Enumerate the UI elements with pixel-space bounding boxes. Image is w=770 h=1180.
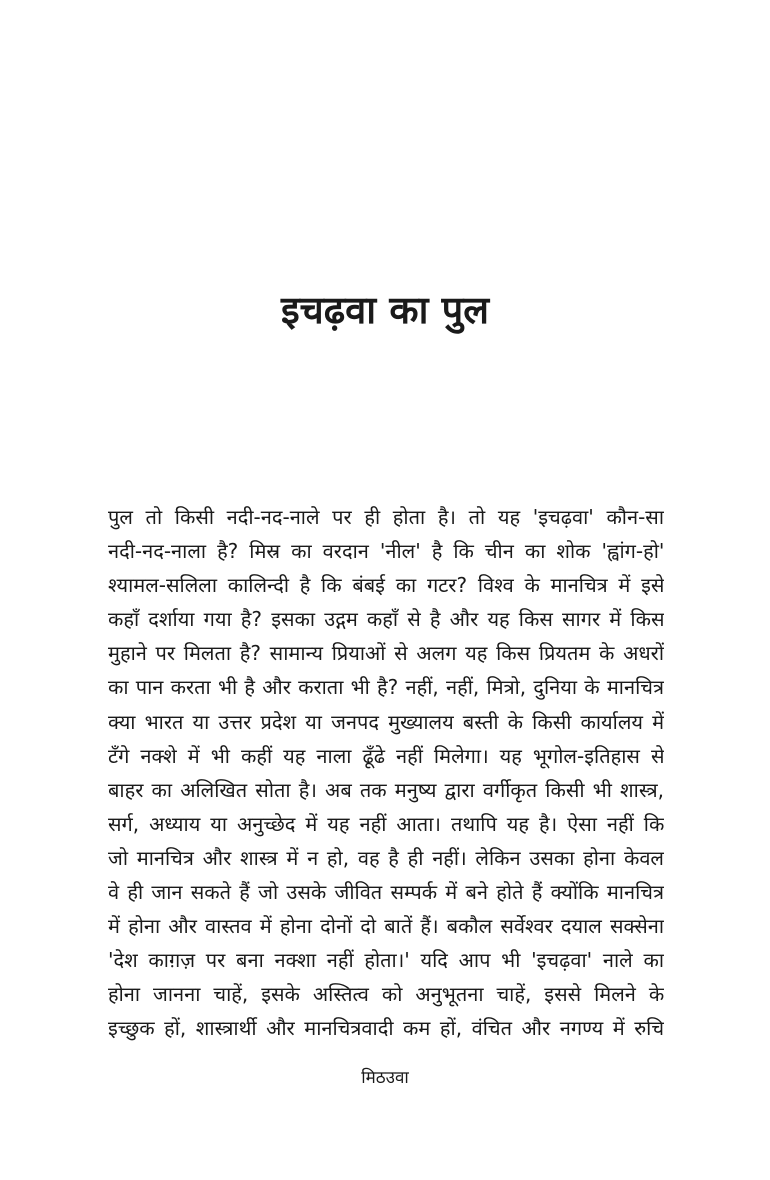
paragraph-line: वे ही जान सकते हैं जो उसके जीवित सम्पर्क में बने होते हैं क्योंकि मानचित्र	[108, 880, 664, 905]
paragraph-line: क्या भारत या उत्तर प्रदेश या जनपद मुख्यालय बस्ती के किसी कार्यालय में	[108, 709, 664, 734]
paragraph-line: पुल तो किसी नदी-नद-नाले पर ही होता है। तो यह 'इचढ़वा' कौन-सा	[108, 505, 664, 529]
paragraph-line: श्यामल-सलिला कालिन्दी है कि बंबई का गटर? विश्व के मानचित्र में इसे	[108, 573, 664, 598]
paragraph-line: 'देश काग़ज़ पर बना नक्शा नहीं होता।' यदि आप भी 'इचढ़वा' नाले का	[108, 948, 664, 973]
paragraph-line: टँगे नक्शे में भी कहीं यह नाला ढूँढे नहीं मिलेगा। यह भूगोल-इतिहास से	[108, 743, 664, 768]
paragraph-line: मुहाने पर मिलता है? सामान्य प्रियाओं से अलग यह किस प्रियतम के अधरों	[108, 641, 664, 666]
paragraph-line: का पान करता भी है और कराता भी है? नहीं, नहीं, मित्रो, दुनिया के मानचित्र	[108, 675, 664, 700]
page-footer-label: मिठउवा	[361, 1068, 409, 1088]
paragraph-line: कहाँ दर्शाया गया है? इसका उद्गम कहाँ से है और यह किस सागर में किस	[108, 607, 664, 632]
paragraph-line: बाहर का अलिखित सोता है। अब तक मनुष्य द्वारा वर्गीकृत किसी भी शास्त्र,	[108, 777, 664, 802]
paragraph-line: सर्ग, अध्याय या अनुच्छेद में यह नहीं आता। तथापि यह है। ऐसा नहीं कि	[108, 811, 664, 836]
paragraph-line: होना जानना चाहें, इसके अस्तित्व को अनुभूतना चाहें, इससे मिलने के	[108, 982, 664, 1007]
paragraph-line: में होना और वास्तव में होना दोनों दो बातें हैं। बकौल सर्वेश्वर दयाल सक्सेना	[108, 914, 664, 939]
body-paragraph	[108, 500, 664, 1046]
paragraph-line: इच्छुक हों, शास्त्रार्थी और मानचित्रवादी कम हों, वंचित और नगण्य में रुचि	[108, 1016, 664, 1041]
chapter-title: इचढ़वा का पुल	[281, 288, 489, 332]
paragraph-line: जो मानचित्र और शास्त्र में न हो, वह है ही नहीं। लेकिन उसका होना केवल	[108, 845, 664, 870]
paragraph-line: नदी-नद-नाला है? मिस्र का वरदान 'नील' है कि चीन का शोक 'ह्वांग-हो'	[108, 539, 664, 564]
